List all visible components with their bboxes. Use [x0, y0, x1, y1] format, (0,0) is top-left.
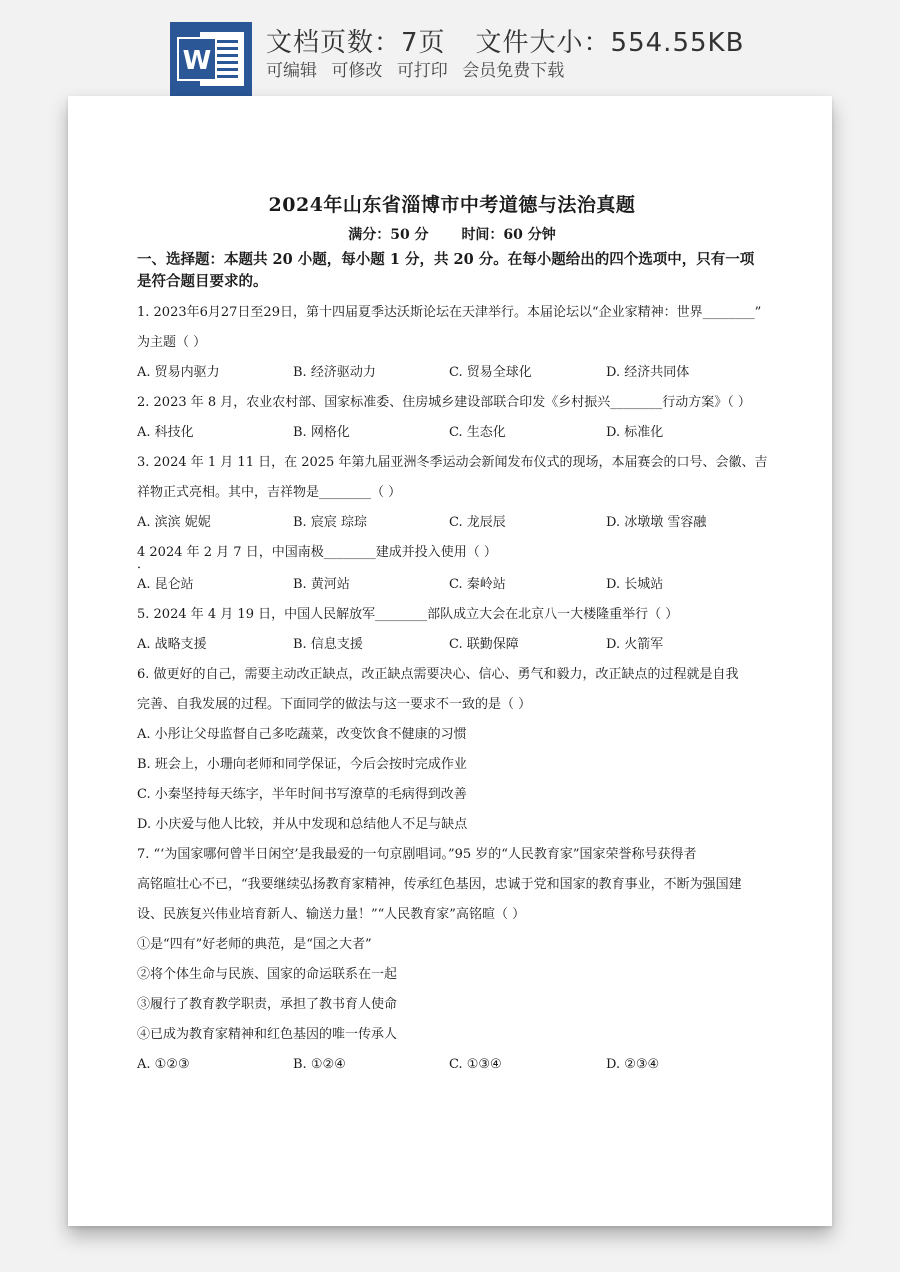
- feature-free-download: 会员免费下载: [462, 61, 565, 81]
- section-heading: [137, 249, 767, 293]
- question-6-line-1: 6. 做更好的自己，需要主动改正缺点，改正缺点需要决心、信心、勇气和毅力，改正缺点的过程就是自我: [137, 667, 739, 682]
- download-banner: [0, 0, 900, 96]
- word-doc-icon: [170, 22, 252, 96]
- full-score: 满分：50 分: [348, 227, 429, 243]
- option-c: C. 贸易全球化: [449, 365, 532, 380]
- option-a: A. 战略支援: [137, 637, 207, 652]
- page-count: 文档页数：7页: [266, 28, 446, 58]
- option-d: D. 长城站: [606, 577, 664, 592]
- question-1: [137, 298, 767, 358]
- question-1-line-1: 1. 2023年6月27日至29日，第十四届夏季达沃斯论坛在天津举行。本届论坛以“企业家精神：世界________”: [137, 305, 762, 320]
- question-3-line-1: 3. 2024 年 1 月 11 日，在 2025 年第九届亚洲冬季运动会新闻发布仪式的现场，本届赛会的口号、会徽、吉: [137, 455, 768, 470]
- question-3-line-2: 祥物正式亮相。其中，吉祥物是________（ ）: [137, 485, 402, 500]
- document-title: 2024年山东省淄博市中考道德与法治真题: [268, 194, 636, 216]
- question-2: 2. 2023 年 8 月，农业农村部、国家标准委、住房城乡建设部联合印发《乡村振兴________行动方案》（ ）: [137, 395, 751, 410]
- option-a: A. 昆仑站: [137, 577, 194, 592]
- option-b: B. 经济驱动力: [293, 365, 376, 380]
- feature-modifiable: 可修改: [331, 61, 383, 81]
- option-b: B. ①②④: [293, 1057, 346, 1072]
- option-d: D. 标准化: [606, 425, 664, 440]
- question-7-statement-1: ①是“四有”好老师的典范，是“国之大者”: [137, 937, 372, 952]
- question-6-line-2: 完善、自我发展的过程。下面同学的做法与这一要求不一致的是（ ）: [137, 697, 532, 712]
- question-7-statement-3: ③履行了教育教学职责，承担了教书育人使命: [137, 997, 398, 1012]
- document-content: [137, 190, 767, 1080]
- question-7: [137, 840, 767, 1050]
- question-1-line-2: 为主题（ ）: [137, 335, 207, 350]
- question-7-line-2: 高铭暄壮心不已，“我要继续弘扬教育家精神，传承红色基因，忠诚于党和国家的教育事业，不断为强国建: [137, 877, 742, 892]
- time-limit: 时间：60 分钟: [461, 227, 556, 243]
- option-b: B. 网格化: [293, 425, 350, 440]
- option-a: A. 贸易内驱力: [137, 365, 220, 380]
- option-b: B. 宸宸 琮琮: [293, 515, 367, 530]
- option-c: C. ①③④: [449, 1057, 502, 1072]
- question-7-line-1: 7. “‘为国家哪何曾半日闲空’是我最爱的一句京剧唱词。”95 岁的“人民教育家”国家荣誉称号获得者: [137, 847, 697, 862]
- option-a: A. ①②③: [137, 1057, 190, 1072]
- section-heading-line-2: 是符合题目要求的。: [137, 273, 268, 290]
- option-b: B. 黄河站: [293, 577, 350, 592]
- question-6: [137, 660, 767, 840]
- question-7-options: [137, 1050, 767, 1080]
- word-icon-letter: W: [182, 46, 212, 76]
- question-6-option-b: B. 班会上，小珊向老师和同学保证，今后会按时完成作业: [137, 757, 467, 772]
- question-7-statement-4: ④已成为教育家精神和红色基因的唯一传承人: [137, 1027, 398, 1042]
- option-c: C. 龙辰辰: [449, 515, 506, 530]
- question-5-options: [137, 630, 767, 660]
- question-7-statement-2: ②将个体生命与民族、国家的命运联系在一起: [137, 967, 398, 982]
- question-6-option-d: D. 小庆爱与他人比较，并从中发现和总结他人不足与缺点: [137, 817, 468, 832]
- question-1-options: [137, 358, 767, 388]
- option-d: D. ②③④: [606, 1057, 660, 1072]
- feature-printable: 可打印: [396, 61, 448, 81]
- file-stats: [266, 22, 744, 59]
- question-6-option-c: C. 小秦坚持每天练字，半年时间书写潦草的毛病得到改善: [137, 787, 467, 802]
- option-d: D. 火箭军: [606, 637, 664, 652]
- section-heading-line-1: 一、选择题：本题共 20 小题，每小题 1 分，共 20 分。在每小题给出的四个选项中，只有一项: [137, 251, 755, 268]
- file-size: 文件大小：554.55KB: [475, 28, 745, 58]
- feature-list: [266, 56, 573, 81]
- question-7-line-3: 设、民族复兴伟业培育新人、输送力量！”“人民教育家”高铭暄（ ）: [137, 907, 526, 922]
- option-c: C. 秦岭站: [449, 577, 506, 592]
- question-5: 5. 2024 年 4 月 19 日，中国人民解放军________部队成立大会在北京八一大楼隆重举行（ ）: [137, 607, 679, 622]
- option-a: A. 滨滨 妮妮: [137, 515, 211, 530]
- feature-editable: 可编辑: [266, 61, 317, 81]
- exam-meta: [137, 223, 767, 247]
- question-4-dot: ．: [137, 557, 151, 572]
- question-4-options: [137, 570, 767, 600]
- option-c: C. 联勤保障: [449, 637, 519, 652]
- document-page: [68, 96, 832, 1226]
- option-d: D. 经济共同体: [606, 365, 690, 380]
- option-d: D. 冰墩墩 雪容融: [606, 515, 707, 530]
- question-4: 4 2024 年 2 月 7 日，中国南极________建成并投入使用（ ）: [137, 545, 497, 560]
- option-c: C. 生态化: [449, 425, 506, 440]
- option-b: B. 信息支援: [293, 637, 363, 652]
- question-2-options: [137, 418, 767, 448]
- question-6-option-a: A. 小彤让父母监督自己多吃蔬菜，改变饮食不健康的习惯: [137, 727, 467, 742]
- question-3-options: [137, 508, 767, 538]
- option-a: A. 科技化: [137, 425, 194, 440]
- question-3: [137, 448, 767, 508]
